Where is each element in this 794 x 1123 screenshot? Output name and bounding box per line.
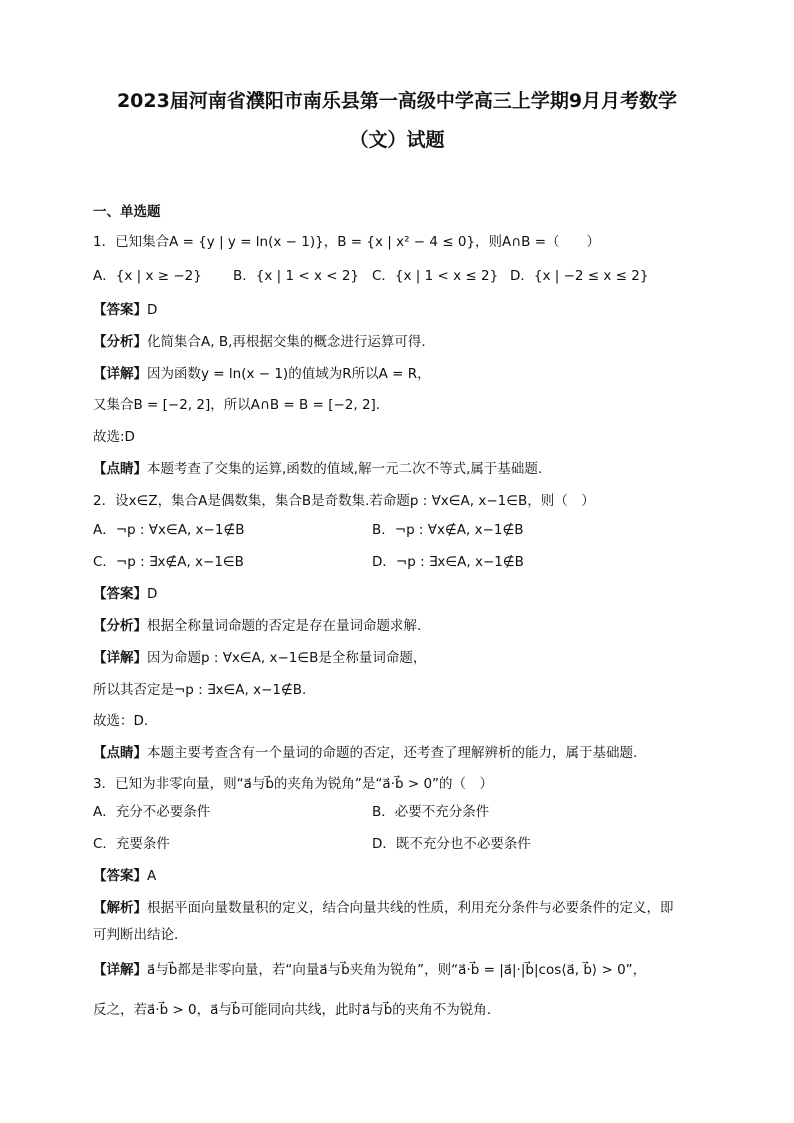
q3-option-c: C．充要条件 [93,836,170,852]
q2-answer-value: D [147,586,158,602]
q1-detail-continued: 又集合B = [−2, 2]，所以A∩B = B = [−2, 2]. [93,397,381,413]
q3-answer-value: A [147,868,157,884]
q2-answer [93,584,157,604]
q2-comment-text: 本题主要考查含有一个量词的命题的否定，还考查了理解辨析的能力，属于基础题. [147,745,638,761]
q3-analysis-continued: 可判断出结论. [93,927,179,943]
q3-detail-tag: 【详解】 [93,962,147,978]
section-title: 一、单选题 [93,204,161,220]
q3-option-d: D．既不充分也不必要条件 [372,836,531,852]
q1-comment-tag: 【点睛】 [93,461,147,477]
q1-answer [93,300,157,320]
q1-analysis [93,332,426,352]
q3-option-a: A．充分不必要条件 [93,804,211,820]
q3-detail-text: a⃗与b⃗都是非零向量，若“向量a⃗与b⃗夹角为锐角”，则“a⃗·b⃗ = |a⃗|·|b⃗|cos⟨a⃗, b⃗⟩ > 0”， [147,962,647,978]
q2-option-b: B．¬p : ∀x∉A, x−1∉B [372,522,524,538]
q1-answer-tag: 【答案】 [93,302,147,318]
q2-stem: 2．设x∈Z，集合A是偶数集，集合B是奇数集.若命题p : ∀x∈A, x−1∈B，则（ ） [93,493,595,509]
q3-analysis [93,898,674,918]
q1-answer-value: D [147,302,158,318]
q1-comment-text: 本题考查了交集的运算,函数的值域,解一元二次不等式,属于基础题. [147,461,543,477]
q1-detail [93,364,431,384]
q3-detail-continued: 反之，若a⃗·b⃗ > 0，a⃗与b⃗可能同向共线，此时a⃗与b⃗的夹角不为锐角. [93,1002,492,1018]
q3-detail [93,960,646,980]
q2-detail-text: 因为命题p : ∀x∈A, x−1∈B是全称量词命题， [147,650,427,666]
document-title-line-2: （文）试题 [349,129,445,151]
q2-analysis [93,616,421,636]
q1-option-c: C．{x | 1 < x ≤ 2} [372,268,499,284]
q1-conclusion: 故选:D [93,429,135,445]
q2-conclusion: 故选：D. [93,713,149,729]
q3-stem: 3．已知为非零向量，则“a⃗与b⃗的夹角为锐角”是“a⃗·b⃗ > 0”的（ ） [93,776,494,792]
q3-answer [93,866,156,886]
q2-detail-continued: 所以其否定是¬p : ∃x∈A, x−1∉B. [93,682,307,698]
document-title-line-1: 2023届河南省濮阳市南乐县第一高级中学高三上学期9月月考数学 [116,90,678,112]
q1-option-d: D．{x | −2 ≤ x ≤ 2} [510,268,649,284]
q2-option-a: A．¬p : ∀x∈A, x−1∉B [93,522,245,538]
q3-analysis-tag: 【解析】 [93,900,147,916]
q2-analysis-tag: 【分析】 [93,618,147,634]
q2-detail [93,648,426,668]
q1-stem: 1．已知集合A = {y | y = ln(x − 1)}，B = {x | x² − 4 ≤ 0}，则A∩B =（ ） [93,234,601,250]
q3-analysis-text: 根据平面向量数量积的定义，结合向量共线的性质，利用充分条件与必要条件的定义，即 [147,900,674,916]
q1-option-a: A．{x | x ≥ −2} [93,268,202,284]
q3-answer-tag: 【答案】 [93,868,147,884]
q2-option-d: D．¬p : ∃x∈A, x−1∉B [372,554,524,570]
q1-option-b: B．{x | 1 < x < 2} [233,268,360,284]
q1-detail-text: 因为函数y = ln(x − 1)的值域为R所以A = R， [147,366,431,382]
q2-option-c: C．¬p : ∃x∉A, x−1∈B [93,554,244,570]
q3-option-b: B．必要不充分条件 [372,804,490,820]
q1-analysis-tag: 【分析】 [93,334,147,350]
q1-detail-tag: 【详解】 [93,366,147,382]
q1-comment [93,459,542,479]
q2-answer-tag: 【答案】 [93,586,147,602]
q2-analysis-text: 根据全称量词命题的否定是存在量词命题求解. [147,618,422,634]
q2-comment [93,743,637,763]
q2-comment-tag: 【点睛】 [93,745,147,761]
q1-analysis-text: 化简集合A, B,再根据交集的概念进行运算可得. [147,334,426,350]
q2-detail-tag: 【详解】 [93,650,147,666]
